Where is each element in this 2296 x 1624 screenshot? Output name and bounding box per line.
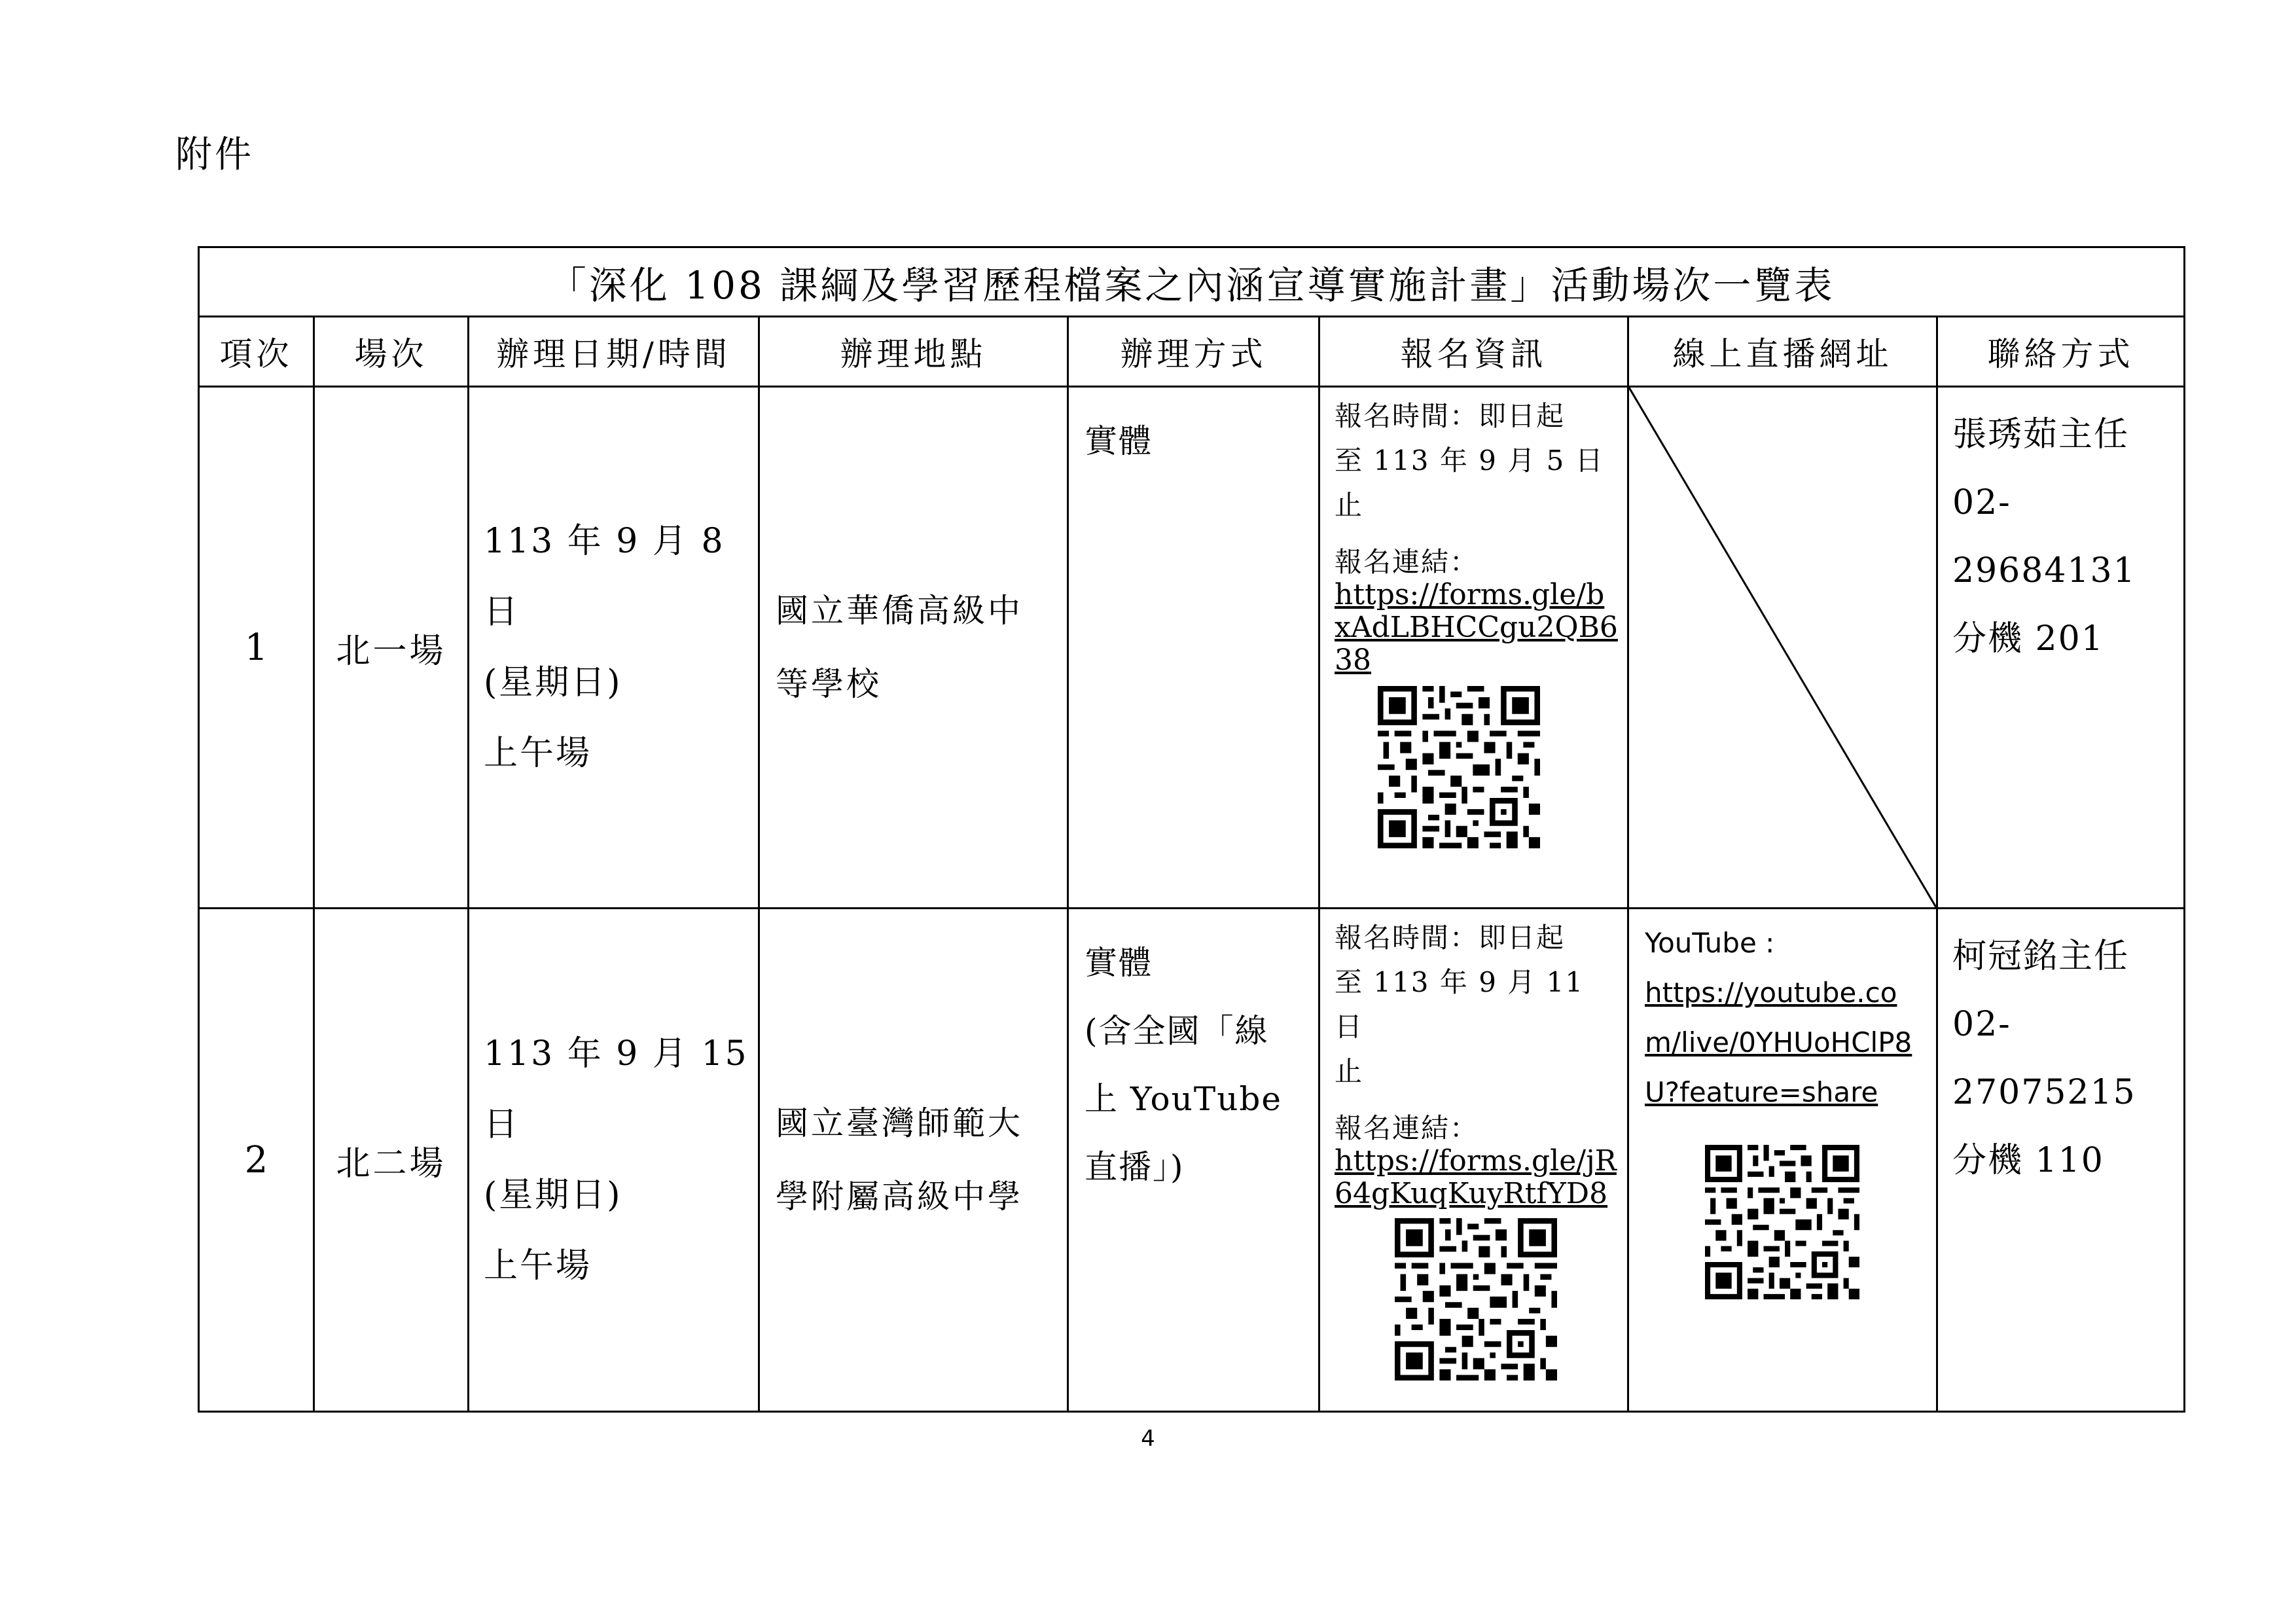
table-row [199, 909, 2185, 1412]
column-header-date-time: 辦理日期/時間 [469, 317, 759, 387]
live-stream-label: YouTube : [1645, 927, 1775, 959]
session-period: 上午場 [484, 1246, 592, 1286]
qr-code-icon [1705, 1145, 1859, 1299]
contact-extension: 分機 201 [1952, 619, 2104, 659]
mode-label: 實體 [1085, 422, 1153, 460]
venue-line: 等學校 [776, 665, 882, 703]
registration-period-line: 至 113 年 9 月 11 日 [1335, 966, 1585, 1043]
session-weekday: (星期日) [484, 663, 622, 702]
session-mode [1068, 387, 1319, 909]
session-period: 上午場 [484, 734, 592, 773]
session-name: 北二場 [314, 909, 469, 1412]
contact-phone: 02-29684131 [1952, 483, 2136, 590]
session-date: 113 年 9 月 8 日 [484, 522, 725, 632]
row-index: 1 [199, 387, 314, 909]
session-date-time [469, 909, 759, 1412]
registration-period-line: 報名時間：即日起 [1335, 400, 1566, 432]
registration-link[interactable]: https://forms.gle/bxAdLBHCCgu2QB638 [1335, 578, 1618, 677]
registration-info [1319, 909, 1628, 1412]
column-header-mode: 辦理方式 [1068, 317, 1319, 387]
session-date-time [469, 387, 759, 909]
column-header-registration: 報名資訊 [1319, 317, 1628, 387]
registration-link-label: 報名連結： [1335, 546, 1479, 578]
session-name: 北一場 [314, 387, 469, 909]
session-schedule-table [198, 246, 2185, 1413]
registration-period [1335, 394, 1621, 528]
table-row [199, 387, 2185, 909]
registration-period-line: 止 [1335, 489, 1364, 521]
contact-info [1937, 387, 2185, 909]
live-stream-info [1628, 909, 1937, 1412]
session-date: 113 年 9 月 15 日 [484, 1034, 749, 1144]
page-number: 4 [1141, 1426, 1155, 1452]
mode-note-line: 直播」) [1085, 1148, 1185, 1186]
mode-label: 實體 [1085, 944, 1153, 982]
contact-name: 張琇茹主任 [1952, 415, 2130, 454]
column-header-live-stream: 線上直播網址 [1628, 317, 1937, 387]
column-header-contact: 聯絡方式 [1937, 317, 2185, 387]
table-title: 「深化 108 課綱及學習歷程檔案之內涵宣導實施計畫」活動場次一覽表 [199, 247, 2185, 317]
venue-line: 國立華僑高級中 [776, 592, 1023, 630]
qr-code-icon [1378, 686, 1540, 848]
mode-note-line: (含全國「線 [1085, 1012, 1269, 1050]
row-index: 2 [199, 909, 314, 1412]
qr-code-icon [1395, 1218, 1557, 1380]
column-header-index: 項次 [199, 317, 314, 387]
live-stream-cell-empty [1628, 387, 1937, 909]
contact-name: 柯冠銘主任 [1952, 937, 2130, 976]
diagonal-strike-line [1629, 388, 1936, 907]
session-mode [1068, 909, 1319, 1412]
mode-note-line: 上 YouTube [1085, 1080, 1283, 1118]
venue-line: 學附屬高級中學 [776, 1178, 1023, 1216]
registration-period-line: 止 [1335, 1055, 1364, 1087]
session-weekday: (星期日) [484, 1176, 622, 1215]
registration-period-line: 至 113 年 9 月 5 日 [1335, 444, 1604, 477]
registration-period [1335, 916, 1621, 1094]
column-header-session: 場次 [314, 317, 469, 387]
attachment-label: 附件 [175, 134, 254, 176]
contact-extension: 分機 110 [1952, 1141, 2104, 1180]
table-header-row [199, 317, 2185, 387]
session-venue [759, 387, 1068, 909]
live-stream-link[interactable]: https://youtube.com/live/0YHUoHClP8U?feature=share [1645, 977, 1912, 1108]
registration-link[interactable]: https://forms.gle/jR64gKuqKuyRtfYD8 [1335, 1144, 1617, 1210]
contact-phone: 02-27075215 [1952, 1005, 2136, 1112]
venue-line: 國立臺灣師範大 [776, 1104, 1023, 1142]
session-venue [759, 909, 1068, 1412]
column-header-venue: 辦理地點 [759, 317, 1068, 387]
registration-info [1319, 387, 1628, 909]
registration-period-line: 報名時間：即日起 [1335, 922, 1566, 954]
registration-link-label: 報名連結： [1335, 1112, 1479, 1144]
contact-info [1937, 909, 2185, 1412]
